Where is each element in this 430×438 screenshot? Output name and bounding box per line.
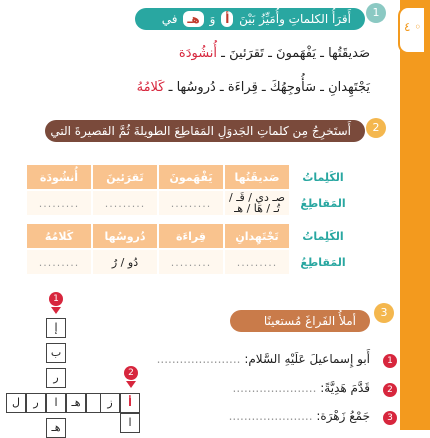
crossword-cell[interactable] [46, 418, 66, 438]
answer-blank[interactable]: ...................... [232, 381, 317, 395]
crossword-cell[interactable] [26, 393, 46, 413]
crossword-cell[interactable] [120, 413, 140, 433]
cell-letter: ر [33, 396, 39, 409]
word: صَديقَتُها [328, 46, 370, 61]
page-edge-strip [400, 0, 430, 430]
table-row [27, 224, 355, 248]
answer-cell[interactable]: ......... [159, 191, 223, 215]
crossword-cell[interactable] [46, 343, 66, 363]
sentence-number: 3 [383, 411, 397, 425]
cell-letter: إ [54, 321, 58, 334]
section-1-tail: في النُّطقِ : [161, 12, 351, 48]
section-3-header [230, 310, 370, 350]
word: أُنشُودَة [178, 46, 218, 61]
sub-label: المَقاطِعُ [291, 191, 355, 215]
section-2-number: 2 [366, 118, 386, 138]
letter-a-pill: أ [221, 11, 233, 27]
letter-b-pill: هـ [183, 11, 203, 27]
sentence-text: قَدَّمَ هَدِيَّةً: [320, 381, 370, 395]
table-row [27, 250, 355, 274]
table-header: صَديقَتُها [225, 165, 289, 189]
cell-letter: هـ [71, 396, 81, 409]
section-1-header [135, 8, 365, 48]
crossword-cell[interactable] [6, 393, 26, 413]
cell-letter: أ [128, 396, 132, 409]
answer-cell[interactable]: ......... [93, 191, 157, 215]
section-1-number: 1 [366, 3, 386, 23]
sentence-text: جَمْعُ زَهْرَة: [316, 409, 370, 423]
syllable-table-1 [25, 163, 357, 217]
section-2-header [45, 120, 365, 160]
table-header: قِراءَة [159, 224, 223, 248]
answer-cell[interactable]: دُو / رُ [93, 250, 157, 274]
word: دُروسُها [176, 80, 216, 95]
word-row-2: يَجْتَهِدانِ ـ سَأُوجِهُكَ ـ قِراءَة ـ دُروسُها ـ كَلامُهُ [136, 80, 370, 95]
word: يَجْتَهِدانِ [328, 80, 370, 95]
conj-text: وَ [209, 12, 216, 26]
table-header: تَقرَئينَ [93, 165, 157, 189]
page-tab-glyph: ٤ ◦ [404, 20, 422, 34]
down-arrow-icon [51, 307, 61, 314]
sentence-number: 2 [383, 383, 397, 397]
table-header: أُنشُودَة [27, 165, 91, 189]
answer-cell[interactable]: ......... [159, 250, 223, 274]
cell-letter: ا [54, 396, 58, 409]
sentence-number: 1 [383, 354, 397, 368]
table-row [27, 191, 355, 215]
crossword-marker-2: 2 [124, 366, 138, 380]
cell-letter: ب [50, 346, 62, 359]
answer-cell[interactable]: صـ دي / قَـ / تُـ / هَا / هـ [225, 191, 289, 215]
answer-blank[interactable]: ...................... [228, 409, 313, 423]
cell-letter: هـ [51, 421, 61, 434]
sub-label: المَقاطِعُ [291, 250, 355, 274]
cell-letter: ا [128, 416, 132, 429]
word: كَلامُهُ [136, 80, 165, 95]
crossword-marker-1: 1 [49, 292, 63, 306]
sentence-1 [157, 352, 370, 366]
down-arrow-icon [126, 381, 136, 388]
sentence-text: أَبو إِسماعيلَ عَلَيْهِ السَّلام: [244, 352, 370, 366]
row-label: الكَلِماتُ [291, 165, 355, 189]
section-3-number: 3 [374, 303, 394, 323]
crossword-cell[interactable] [66, 393, 86, 413]
crossword-cell[interactable] [46, 368, 66, 388]
cell-letter: ر [53, 371, 59, 384]
table-header: كَلامُهُ [27, 224, 91, 248]
word: تَقرَئينَ [229, 46, 264, 61]
section-1-title: أَقرَأُ الكلماتِ وأُمَيِّزُ بَيْنَ [239, 12, 351, 26]
syllable-table-2 [25, 222, 357, 276]
sentence-3 [229, 409, 370, 423]
crossword-cell[interactable] [120, 393, 140, 413]
table-header: يَفْهَمونَ [159, 165, 223, 189]
cell-letter: ل [12, 396, 20, 409]
word: قِراءَة [227, 80, 258, 95]
section-3-title: أملأُ الفَراغَ مُستعينًا بالشَّبَكَة: [263, 314, 356, 350]
answer-cell[interactable]: ......... [27, 250, 91, 274]
answer-cell[interactable]: ......... [225, 250, 289, 274]
table-header: تَجْتَهِدانِ [225, 224, 289, 248]
page-tab [398, 6, 424, 54]
answer-blank[interactable]: ...................... [156, 352, 241, 366]
cell-letter: ز [107, 396, 113, 409]
word: سَأُوجِهُكَ [269, 80, 316, 95]
word-row-1: صَديقَتُها ـ يَفْهَمونَ ـ تَقرَئينَ ـ أُنشُودَة [178, 46, 370, 61]
crossword-cell[interactable] [46, 318, 66, 338]
crossword-cell[interactable] [100, 393, 120, 413]
sentence-2 [233, 381, 370, 395]
answer-cell[interactable]: ......... [27, 191, 91, 215]
table-header: دُروسُها [93, 224, 157, 248]
word: يَفْهَمونَ [276, 46, 316, 61]
row-label: الكَلِماتُ [291, 224, 355, 248]
crossword-cell[interactable] [46, 393, 66, 413]
table-row [27, 165, 355, 189]
section-2-title: أَستَخرِجُ مِن كلماتِ الجَدوَلِ المَقاطِعَ الطويلةَ ثُمَّ القصيرةَ التي تُوافِقُها: [50, 124, 351, 160]
